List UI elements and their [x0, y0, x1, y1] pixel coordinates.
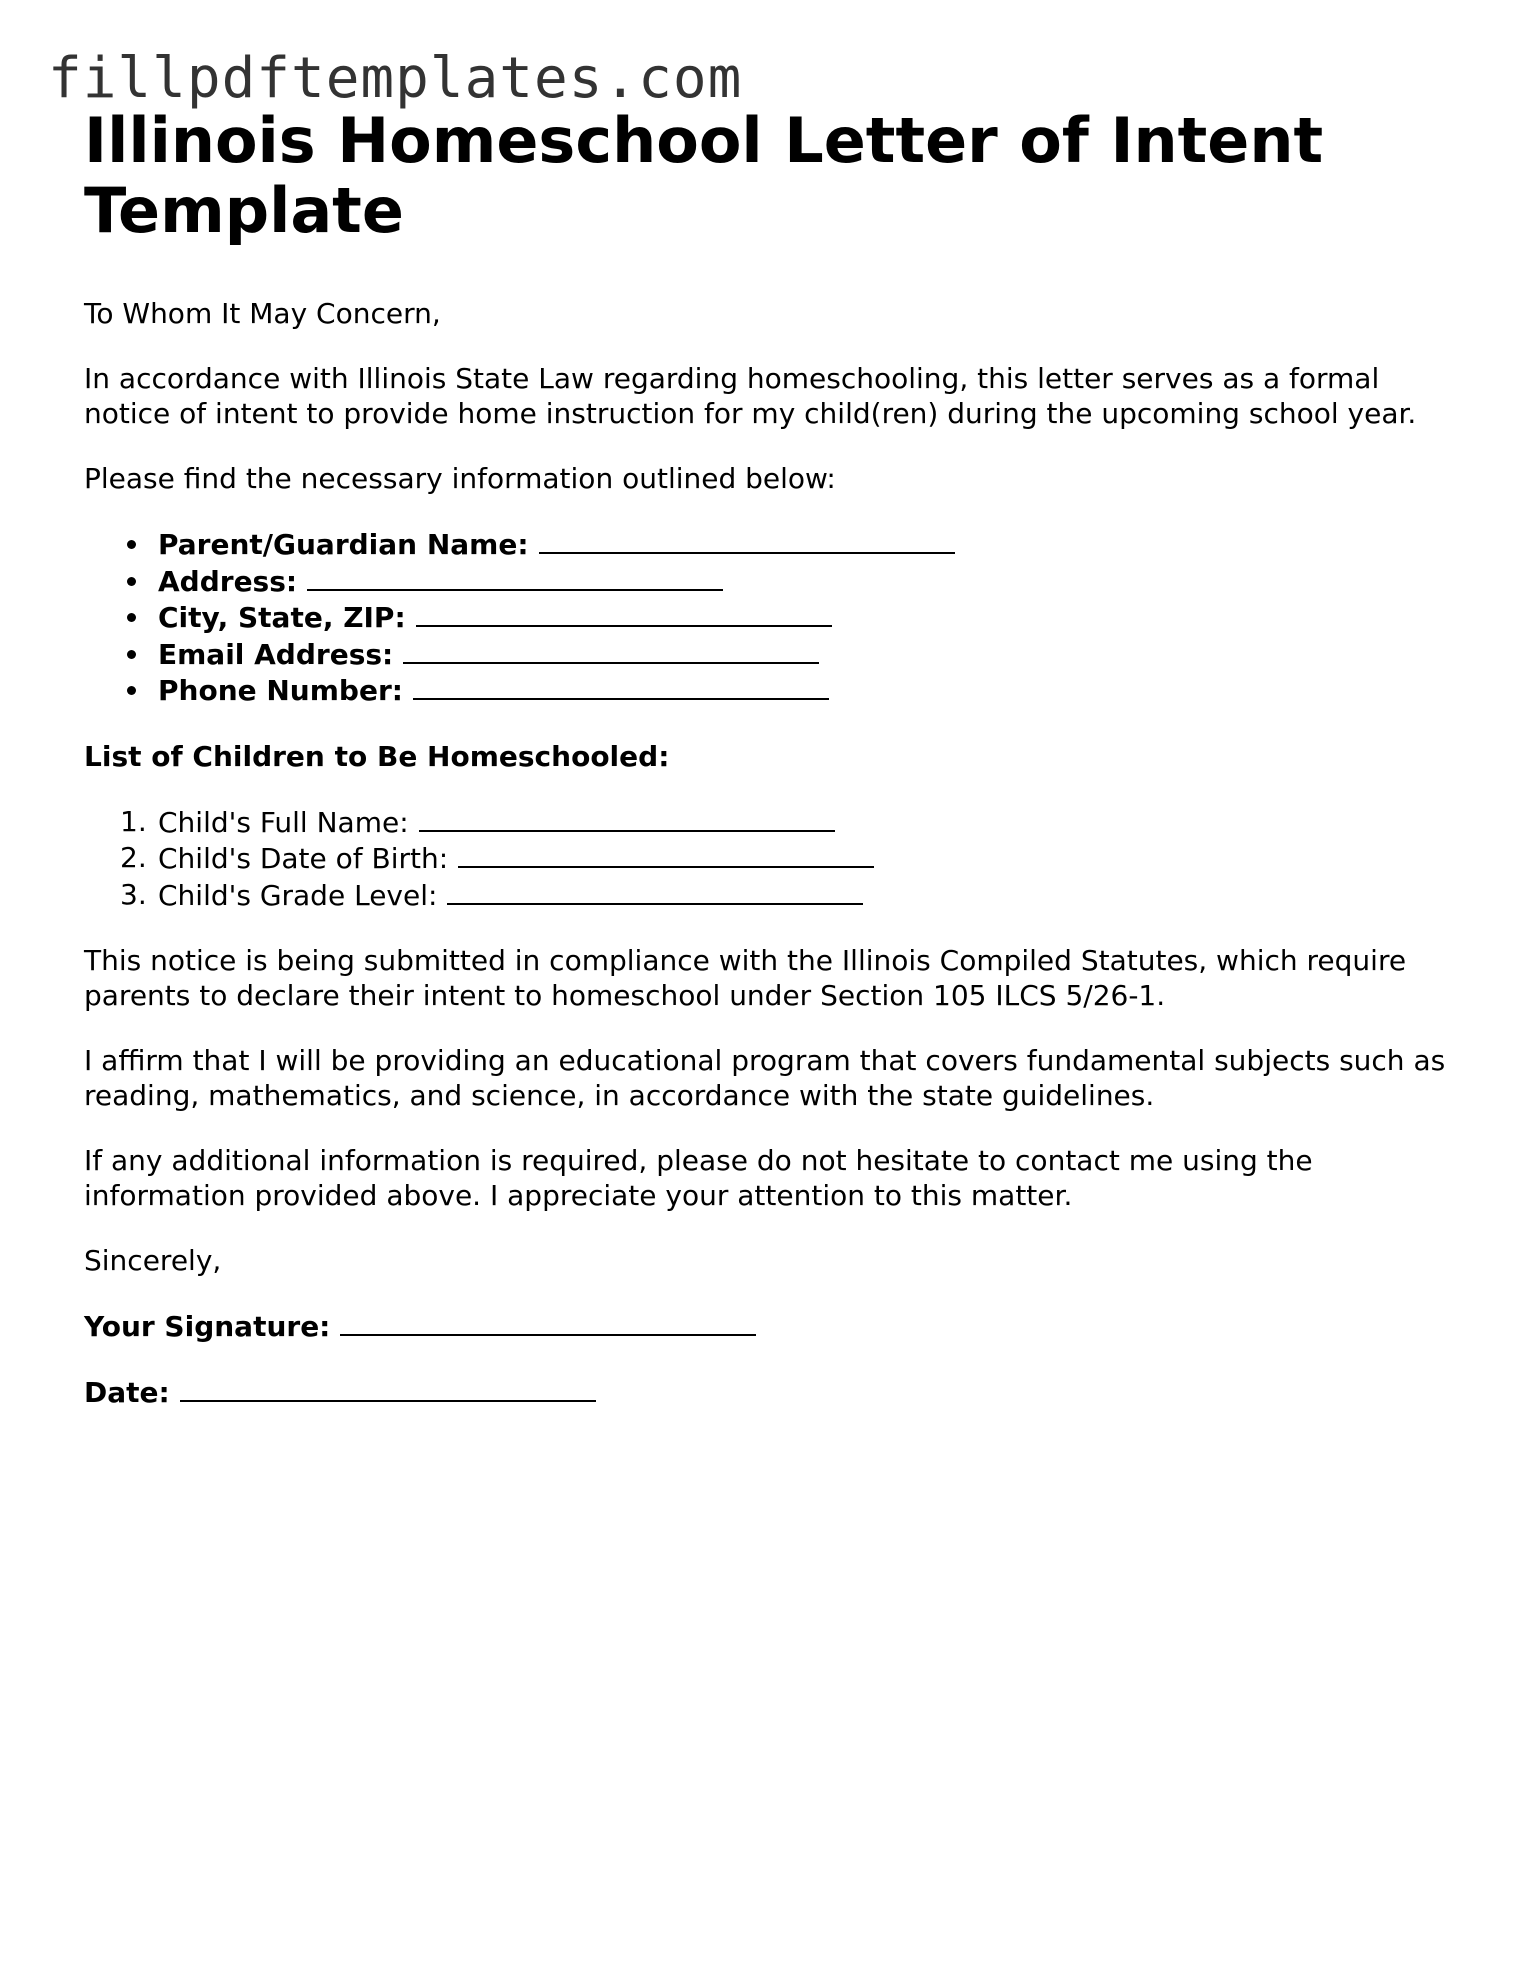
- field-label: Child's Grade Level:: [158, 878, 438, 912]
- field-label: City, State, ZIP:: [158, 601, 406, 634]
- date-blank[interactable]: [180, 1374, 596, 1402]
- field-label: Parent/Guardian Name:: [158, 528, 529, 561]
- children-list: [84, 804, 1454, 914]
- compliance-paragraph: This notice is being submitted in compliance with the Illinois Compiled Statutes, which require parents to declare their intent to homeschool under Section 105 ILCS 5/26-1.: [84, 944, 1407, 1012]
- list-item-email: [84, 636, 1454, 673]
- date-label: Date:: [84, 1376, 170, 1409]
- closing-paragraph: If any additional information is required, please do not hesitate to contact me using the information provided above. I appreciate your attention to this matter.: [84, 1144, 1313, 1212]
- list-item-child-name: [84, 804, 1454, 841]
- field-label: Phone Number:: [158, 674, 403, 707]
- list-item-child-grade: [84, 877, 1454, 914]
- signature-label: Your Signature:: [84, 1310, 331, 1343]
- date-line: [84, 1374, 1454, 1410]
- list-number: 1.: [120, 804, 147, 838]
- page-title: Illinois Homeschool Letter of Intent Template: [84, 104, 1324, 247]
- signature-line: [84, 1308, 1454, 1344]
- watermark-text: fillpdftemplates.com: [48, 46, 743, 111]
- signature-blank[interactable]: [340, 1308, 756, 1336]
- letter-body: [84, 106, 1454, 1410]
- list-item-phone: [84, 672, 1454, 709]
- child-dob-blank[interactable]: [458, 840, 874, 868]
- list-item-address: [84, 563, 1454, 600]
- field-label: Child's Date of Birth:: [158, 842, 449, 875]
- list-item-city-state-zip: [84, 599, 1454, 636]
- address-blank[interactable]: [307, 563, 723, 591]
- field-label: Address:: [158, 564, 298, 598]
- child-name-blank[interactable]: [419, 804, 835, 832]
- list-number: 3.: [120, 877, 147, 911]
- child-grade-blank[interactable]: [447, 877, 863, 905]
- signoff: Sincerely,: [84, 1244, 222, 1277]
- email-blank[interactable]: [403, 636, 819, 664]
- phone-blank[interactable]: [413, 672, 829, 700]
- city-state-zip-blank[interactable]: [416, 599, 832, 627]
- field-label: Email Address:: [158, 637, 394, 671]
- info-prompt: Please find the necessary information outlined below:: [84, 462, 836, 495]
- list-item-parent-name: [84, 526, 1454, 563]
- list-item-child-dob: [84, 840, 1454, 877]
- salutation: To Whom It May Concern,: [84, 297, 441, 330]
- affirmation-paragraph: I affirm that I will be providing an educational program that covers fundamental subjects such as reading, mathematics, and science, in accordance with the state guidelines.: [84, 1044, 1446, 1112]
- parent-info-list: [84, 526, 1454, 709]
- list-number: 2.: [120, 841, 147, 874]
- parent-name-blank[interactable]: [539, 526, 955, 554]
- field-label: Child's Full Name:: [158, 805, 409, 839]
- children-heading: List of Children to Be Homeschooled:: [84, 739, 670, 773]
- intro-paragraph: In accordance with Illinois State Law regarding homeschooling, this letter serves as a formal notice of intent to provide home instruction for my child(ren) during the upcoming school year.: [84, 362, 1417, 430]
